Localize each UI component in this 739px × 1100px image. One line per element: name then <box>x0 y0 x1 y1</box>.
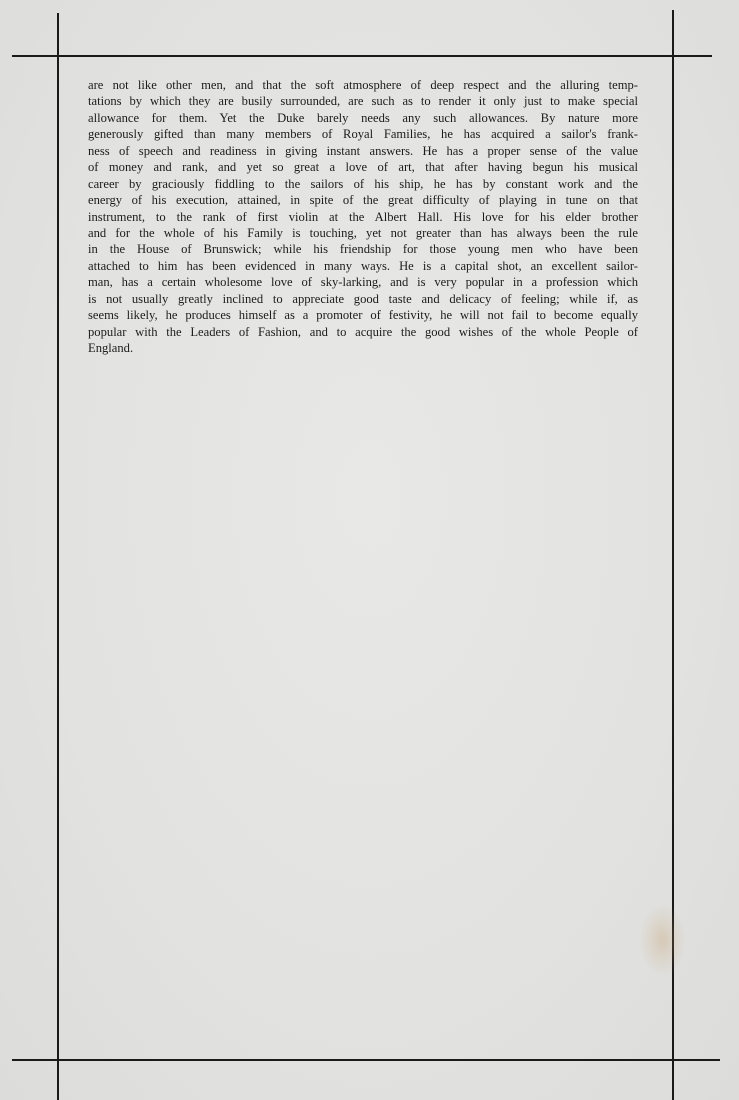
text-line: allowance for them. Yet the Duke barely needs any such allowances. By nature more <box>88 110 638 125</box>
text-line: attached to him has been evidenced in many ways. He is a capital shot, an excellent sailor- <box>88 258 638 273</box>
top-border-rule <box>12 55 712 57</box>
text-line: instrument, to the rank of first violin at the Albert Hall. His love for his elder brother <box>88 209 638 224</box>
text-line: ness of speech and readiness in giving instant answers. He has a proper sense of the value <box>88 143 638 158</box>
text-line: generously gifted than many members of Royal Families, he has acquired a sailor's frank- <box>88 127 638 142</box>
text-line: is not usually greatly inclined to appreciate good taste and delicacy of feeling; while if, as <box>88 291 638 306</box>
body-paragraph <box>88 77 638 356</box>
text-line: energy of his execution, attained, in spite of the great difficulty of playing in tune on that <box>88 193 638 208</box>
text-line: of money and rank, and yet so great a love of art, that after having begun his musical <box>88 160 638 175</box>
left-border-rule <box>57 13 59 1100</box>
paper-stain <box>640 905 685 975</box>
text-line: popular with the Leaders of Fashion, and to acquire the good wishes of the whole People of <box>88 324 638 339</box>
text-line: and for the whole of his Family is touching, yet not greater than has always been the rule <box>88 225 638 240</box>
text-line: in the House of Brunswick; while his friendship for those young men who have been <box>88 242 638 257</box>
text-line: seems likely, he produces himself as a promoter of festivity, he will not fail to become equally <box>88 308 638 323</box>
text-line: man, has a certain wholesome love of sky-larking, and is very popular in a profession which <box>88 275 638 290</box>
text-line: career by graciously fiddling to the sailors of his ship, he has by constant work and the <box>88 176 638 191</box>
text-line-last: England. <box>88 341 134 355</box>
bottom-border-rule <box>12 1059 720 1061</box>
text-line: tations by which they are busily surrounded, are such as to render it only just to make special <box>88 94 638 109</box>
text-line: are not like other men, and that the soft atmosphere of deep respect and the alluring temp- <box>88 78 638 92</box>
